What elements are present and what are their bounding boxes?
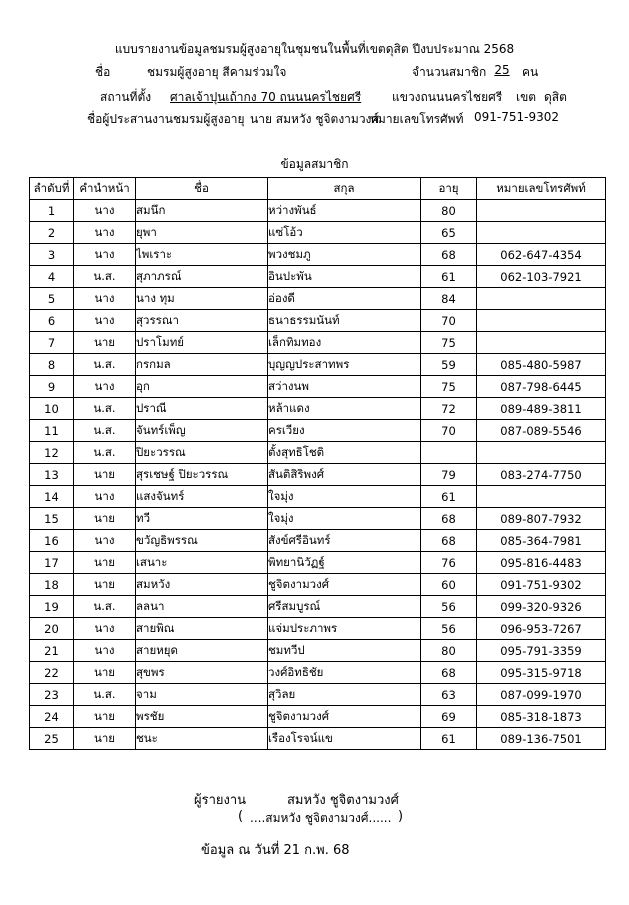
row-age: 76: [421, 552, 477, 574]
table-row: [30, 200, 606, 222]
row-phone: 087-099-1970: [477, 684, 606, 706]
row-firstname: กรกมล: [136, 354, 268, 376]
section-title: ข้อมูลสมาชิก: [280, 157, 349, 171]
row-firstname: สุรเชษฐ์ ปิยะวรรณ: [136, 464, 268, 486]
row-phone: 089-807-7932: [477, 508, 606, 530]
row-age: 60: [421, 574, 477, 596]
row-order: 4: [30, 266, 74, 288]
table-row: [30, 530, 606, 552]
row-prefix: น.ส.: [74, 266, 136, 288]
row-lastname: อินปะพัน: [268, 266, 421, 288]
table-row: [30, 508, 606, 530]
row-firstname: ยุพา: [136, 222, 268, 244]
member-count-unit: คน: [522, 65, 539, 79]
row-age: 65: [421, 222, 477, 244]
row-age: [421, 442, 477, 464]
row-age: 68: [421, 508, 477, 530]
row-firstname: เสนาะ: [136, 552, 268, 574]
row-phone: 095-315-9718: [477, 662, 606, 684]
row-phone: 096-953-7267: [477, 618, 606, 640]
members-table-body: [30, 200, 606, 750]
row-phone: [477, 288, 606, 310]
coordinator-phone: 091-751-9302: [474, 110, 560, 124]
column-header-prefix: คำนำหน้า: [74, 178, 136, 200]
row-order: 12: [30, 442, 74, 464]
row-prefix: น.ส.: [74, 596, 136, 618]
row-lastname: ครเวียง: [268, 420, 421, 442]
table-row: [30, 706, 606, 728]
phone-label: หมายเลขโทรศัพท์: [370, 112, 464, 126]
row-prefix: นาง: [74, 530, 136, 552]
row-age: 79: [421, 464, 477, 486]
table-row: [30, 728, 606, 750]
row-phone: 095-816-4483: [477, 552, 606, 574]
row-prefix: นาง: [74, 486, 136, 508]
row-age: 70: [421, 310, 477, 332]
subdistrict: แขวงถนนนครไชยศรี: [392, 90, 503, 104]
row-order: 14: [30, 486, 74, 508]
row-phone: 062-103-7921: [477, 266, 606, 288]
row-firstname: นาง ทุม: [136, 288, 268, 310]
row-lastname: วงศ์อิทธิชัย: [268, 662, 421, 684]
member-count-label: จำนวนสมาชิก: [412, 65, 487, 79]
row-order: 16: [30, 530, 74, 552]
row-order: 7: [30, 332, 74, 354]
row-order: 17: [30, 552, 74, 574]
row-order: 18: [30, 574, 74, 596]
row-age: 69: [421, 706, 477, 728]
row-prefix: นาย: [74, 464, 136, 486]
row-lastname: สันติสิริพงศ์: [268, 464, 421, 486]
column-header-order: ลำดับที่: [30, 178, 74, 200]
row-order: 15: [30, 508, 74, 530]
row-phone: 085-364-7981: [477, 530, 606, 552]
row-prefix: นาย: [74, 332, 136, 354]
row-prefix: นาง: [74, 222, 136, 244]
district: ดุสิต: [544, 90, 567, 104]
row-prefix: นาย: [74, 552, 136, 574]
row-lastname: ใจมุ่ง: [268, 508, 421, 530]
row-age: 80: [421, 640, 477, 662]
row-age: 75: [421, 332, 477, 354]
row-firstname: แสงจันทร์: [136, 486, 268, 508]
row-firstname: สุภาภรณ์: [136, 266, 268, 288]
row-order: 19: [30, 596, 74, 618]
table-row: [30, 552, 606, 574]
table-row: [30, 310, 606, 332]
location-label: สถานที่ตั้ง: [100, 90, 152, 104]
row-phone: 087-089-5546: [477, 420, 606, 442]
row-order: 10: [30, 398, 74, 420]
table-row: [30, 596, 606, 618]
row-firstname: สมนึก: [136, 200, 268, 222]
row-prefix: นาย: [74, 574, 136, 596]
row-prefix: นาง: [74, 376, 136, 398]
table-row: [30, 332, 606, 354]
column-header-lastname: สกุล: [268, 178, 421, 200]
row-lastname: แจ่มประภาพร: [268, 618, 421, 640]
row-phone: 085-480-5987: [477, 354, 606, 376]
row-prefix: นาย: [74, 662, 136, 684]
club-name: ชมรมผู้สูงอายุ สีคามร่วมใจ: [147, 65, 287, 79]
column-header-age: อายุ: [421, 178, 477, 200]
row-prefix: นาง: [74, 200, 136, 222]
members-table: [29, 177, 606, 750]
row-age: 70: [421, 420, 477, 442]
row-phone: 099-320-9326: [477, 596, 606, 618]
column-header-phone: หมายเลขโทรศัพท์: [477, 178, 606, 200]
row-firstname: อุก: [136, 376, 268, 398]
table-row: [30, 684, 606, 706]
table-row: [30, 640, 606, 662]
reporter-name: สมหวัง ชูจิตงามวงศ์: [287, 793, 399, 808]
table-row: [30, 486, 606, 508]
row-age: 75: [421, 376, 477, 398]
row-phone: 089-136-7501: [477, 728, 606, 750]
row-firstname: ทวี: [136, 508, 268, 530]
table-row: [30, 244, 606, 266]
row-firstname: สายพิณ: [136, 618, 268, 640]
row-lastname: ตั้งสุทธิโชติ: [268, 442, 421, 464]
row-order: 21: [30, 640, 74, 662]
row-lastname: ชูจิตงามวงศ์: [268, 706, 421, 728]
row-order: 23: [30, 684, 74, 706]
row-prefix: น.ส.: [74, 354, 136, 376]
row-order: 11: [30, 420, 74, 442]
row-prefix: นาง: [74, 288, 136, 310]
row-age: 63: [421, 684, 477, 706]
coordinator-label: ชื่อผู้ประสานงานชมรมผู้สูงอายุ: [87, 112, 245, 126]
signature-open-paren: (: [238, 809, 244, 824]
row-firstname: ลลนา: [136, 596, 268, 618]
row-firstname: จันทร์เพ็ญ: [136, 420, 268, 442]
row-firstname: ปิยะวรรณ: [136, 442, 268, 464]
row-phone: 085-318-1873: [477, 706, 606, 728]
row-age: 61: [421, 486, 477, 508]
member-count: 25: [494, 63, 510, 77]
row-phone: 091-751-9302: [477, 574, 606, 596]
location: ศาลเจ้าปุนเถ้ากง 70 ถนนนครไชยศรี: [170, 90, 362, 104]
row-phone: [477, 310, 606, 332]
row-firstname: จาม: [136, 684, 268, 706]
coordinator-name: นาย สมหวัง ชูจิตงามวงศ์: [250, 112, 380, 126]
row-phone: [477, 442, 606, 464]
district-label: เขต: [516, 90, 537, 104]
row-phone: [477, 332, 606, 354]
row-order: 22: [30, 662, 74, 684]
row-order: 5: [30, 288, 74, 310]
table-row: [30, 376, 606, 398]
row-order: 2: [30, 222, 74, 244]
row-order: 1: [30, 200, 74, 222]
table-row: [30, 354, 606, 376]
column-header-firstname: ชื่อ: [136, 178, 268, 200]
row-phone: [477, 222, 606, 244]
row-lastname: หล้าแดง: [268, 398, 421, 420]
row-lastname: สังข์ศรีอินทร์: [268, 530, 421, 552]
table-header-row: [30, 178, 606, 200]
report-title: แบบรายงานข้อมูลชมรมผู้สูงอายุในชุมชนในพื้นที่เขตดุสิต ปีงบประมาณ 2568: [114, 42, 515, 56]
row-lastname: ใจมุ่ง: [268, 486, 421, 508]
row-phone: [477, 200, 606, 222]
name-label: ชื่อ: [95, 65, 111, 79]
row-phone: 089-489-3811: [477, 398, 606, 420]
table-row: [30, 464, 606, 486]
row-lastname: เรืองโรจน์แข: [268, 728, 421, 750]
row-prefix: นาย: [74, 508, 136, 530]
signature-close-paren: ): [398, 809, 404, 824]
table-row: [30, 222, 606, 244]
row-age: 56: [421, 618, 477, 640]
row-phone: 095-791-3359: [477, 640, 606, 662]
row-age: 84: [421, 288, 477, 310]
row-phone: [477, 486, 606, 508]
signature-name: ....สมหวัง ชูจิตงามวงศ์......: [250, 811, 392, 825]
row-prefix: นาง: [74, 618, 136, 640]
row-order: 6: [30, 310, 74, 332]
table-row: [30, 662, 606, 684]
row-prefix: น.ส.: [74, 442, 136, 464]
table-row: [30, 574, 606, 596]
row-age: 68: [421, 662, 477, 684]
row-lastname: ธนาธรรมนันท์: [268, 310, 421, 332]
row-lastname: บุญญประสาทพร: [268, 354, 421, 376]
table-row: [30, 420, 606, 442]
row-phone: 062-647-4354: [477, 244, 606, 266]
row-phone: 083-274-7750: [477, 464, 606, 486]
row-firstname: ปราโมทย์: [136, 332, 268, 354]
row-age: 80: [421, 200, 477, 222]
table-row: [30, 398, 606, 420]
row-lastname: พิทยานิวัฏฐ์: [268, 552, 421, 574]
row-lastname: อ่องดี: [268, 288, 421, 310]
row-firstname: พรชัย: [136, 706, 268, 728]
row-age: 72: [421, 398, 477, 420]
row-firstname: ขวัญธิพรรณ: [136, 530, 268, 552]
row-prefix: น.ส.: [74, 420, 136, 442]
reporter-label: ผู้รายงาน: [194, 793, 247, 808]
row-prefix: นาง: [74, 310, 136, 332]
row-order: 20: [30, 618, 74, 640]
row-firstname: สายหยุด: [136, 640, 268, 662]
row-prefix: นาย: [74, 728, 136, 750]
row-prefix: นาง: [74, 244, 136, 266]
row-order: 9: [30, 376, 74, 398]
table-row: [30, 442, 606, 464]
row-lastname: ชมทวีป: [268, 640, 421, 662]
row-lastname: แซ่โอ้ว: [268, 222, 421, 244]
row-age: 61: [421, 728, 477, 750]
row-order: 13: [30, 464, 74, 486]
row-firstname: ปราณี: [136, 398, 268, 420]
row-age: 61: [421, 266, 477, 288]
row-age: 68: [421, 530, 477, 552]
row-order: 8: [30, 354, 74, 376]
row-lastname: สุวิลย: [268, 684, 421, 706]
row-order: 3: [30, 244, 74, 266]
row-prefix: น.ส.: [74, 684, 136, 706]
row-prefix: นาง: [74, 640, 136, 662]
data-as-of-date: ข้อมูล ณ วันที่ 21 ก.พ. 68: [201, 843, 350, 858]
row-prefix: นาย: [74, 706, 136, 728]
row-lastname: หว่างพันธ์: [268, 200, 421, 222]
row-age: 68: [421, 244, 477, 266]
table-row: [30, 266, 606, 288]
row-phone: 087-798-6445: [477, 376, 606, 398]
row-prefix: น.ส.: [74, 398, 136, 420]
row-lastname: เล็กทิมทอง: [268, 332, 421, 354]
row-firstname: ไพเราะ: [136, 244, 268, 266]
row-firstname: สุขพร: [136, 662, 268, 684]
row-age: 56: [421, 596, 477, 618]
row-lastname: สว่างนพ: [268, 376, 421, 398]
row-order: 25: [30, 728, 74, 750]
table-row: [30, 288, 606, 310]
row-lastname: ศรีสมบูรณ์: [268, 596, 421, 618]
row-firstname: ชนะ: [136, 728, 268, 750]
row-firstname: สมหวัง: [136, 574, 268, 596]
row-lastname: ชูจิตงามวงศ์: [268, 574, 421, 596]
row-lastname: พวงชมภู: [268, 244, 421, 266]
row-age: 59: [421, 354, 477, 376]
table-row: [30, 618, 606, 640]
row-firstname: สุวรรณา: [136, 310, 268, 332]
row-order: 24: [30, 706, 74, 728]
